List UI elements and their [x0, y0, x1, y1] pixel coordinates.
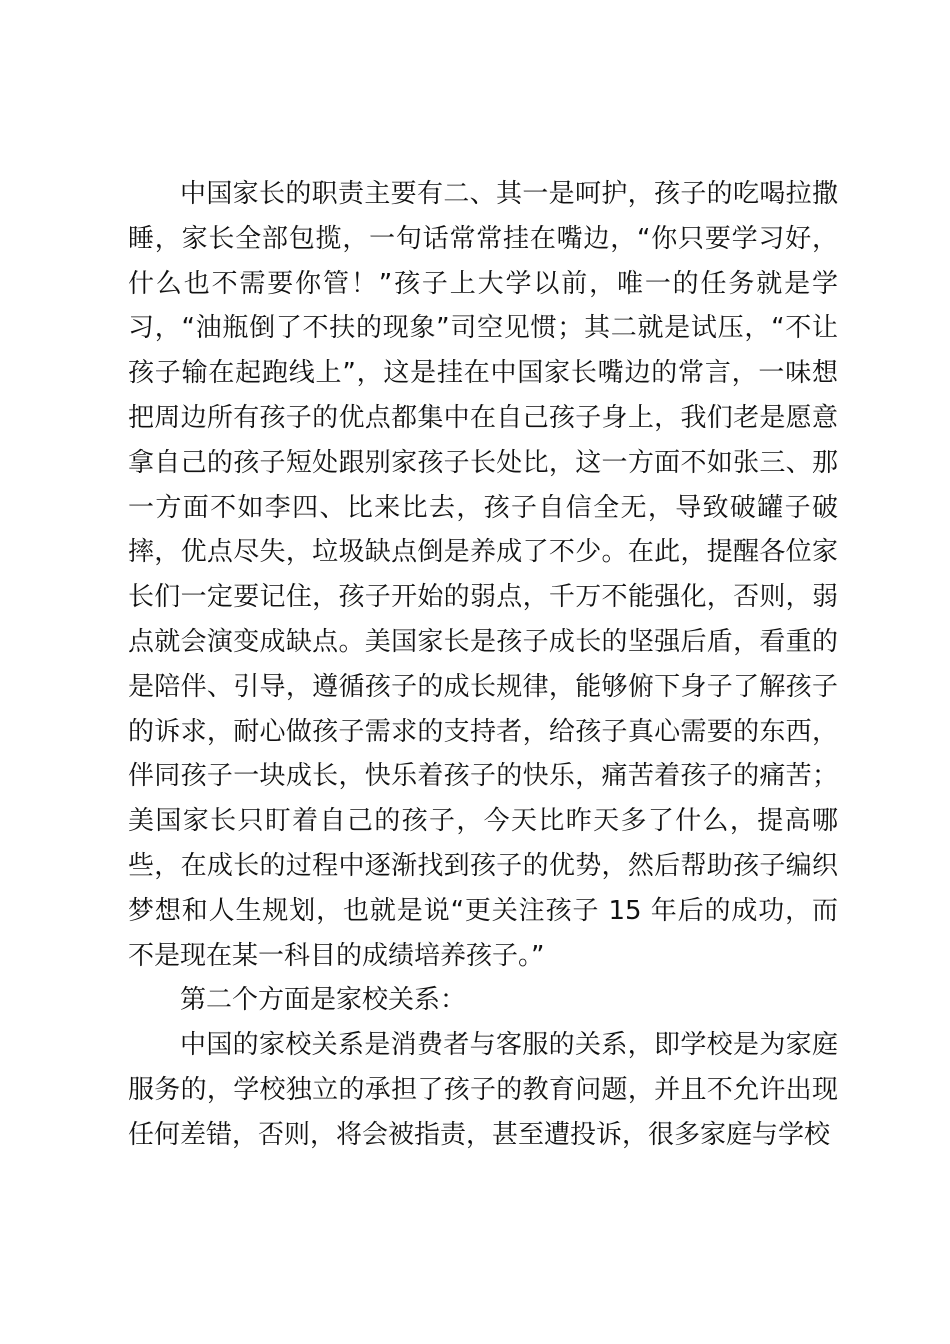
document-body: [128, 172, 838, 1158]
paragraph-section-heading: 第二个方面是家校关系：: [180, 985, 467, 1016]
paragraph-parent-duties: 中国家长的职责主要有二、其一是呵护，孩子的吃喝拉撒睡，家长全部包揽，一句话常常挂在嘴边，“你只要学习好，什么也不需要你管！”孩子上大学以前，唯一的任务就是学习，“油瓶倒了不扶的现象”司空见惯；其二就是试压，“不让孩子输在起跑线上”，这是挂在中国家长嘴边的常言，一味想把周边所有孩子的优点都集中在自己孩子身上，我们老是愿意拿自己的孩子短处跟别家孩子长处比，这一方面不如张三、那一方面不如李四、比来比去，孩子自信全无，导致破罐子破摔，优点尽失，垃圾缺点倒是养成了不少。在此，提醒各位家长们一定要记住，孩子开始的弱点，千万不能强化，否则，弱点就会演变成缺点。美国家长是孩子成长的坚强后盾，看重的是陪伴、引导，遵循孩子的成长规律，能够俯下身子了解孩子的诉求，耐心做孩子需求的支持者，给孩子真心需要的东西，伴同孩子一块成长，快乐着孩子的快乐，痛苦着孩子的痛苦；美国家长只盯着自己的孩子，今天比昨天多了什么，提高哪些，在成长的过程中逐渐找到孩子的优势，然后帮助孩子编织梦想和人生规划，也就是说“更关注孩子 15 年后的成功，而不是现在某一科目的成绩培养孩子。”: [128, 179, 838, 971]
paragraph-home-school-relation: 中国的家校关系是消费者与客服的关系，即学校是为家庭服务的，学校独立的承担了孩子的教育问题，并且不允许出现任何差错，否则，将会被指责，甚至遭投诉，很多家庭与学校: [128, 1030, 838, 1150]
